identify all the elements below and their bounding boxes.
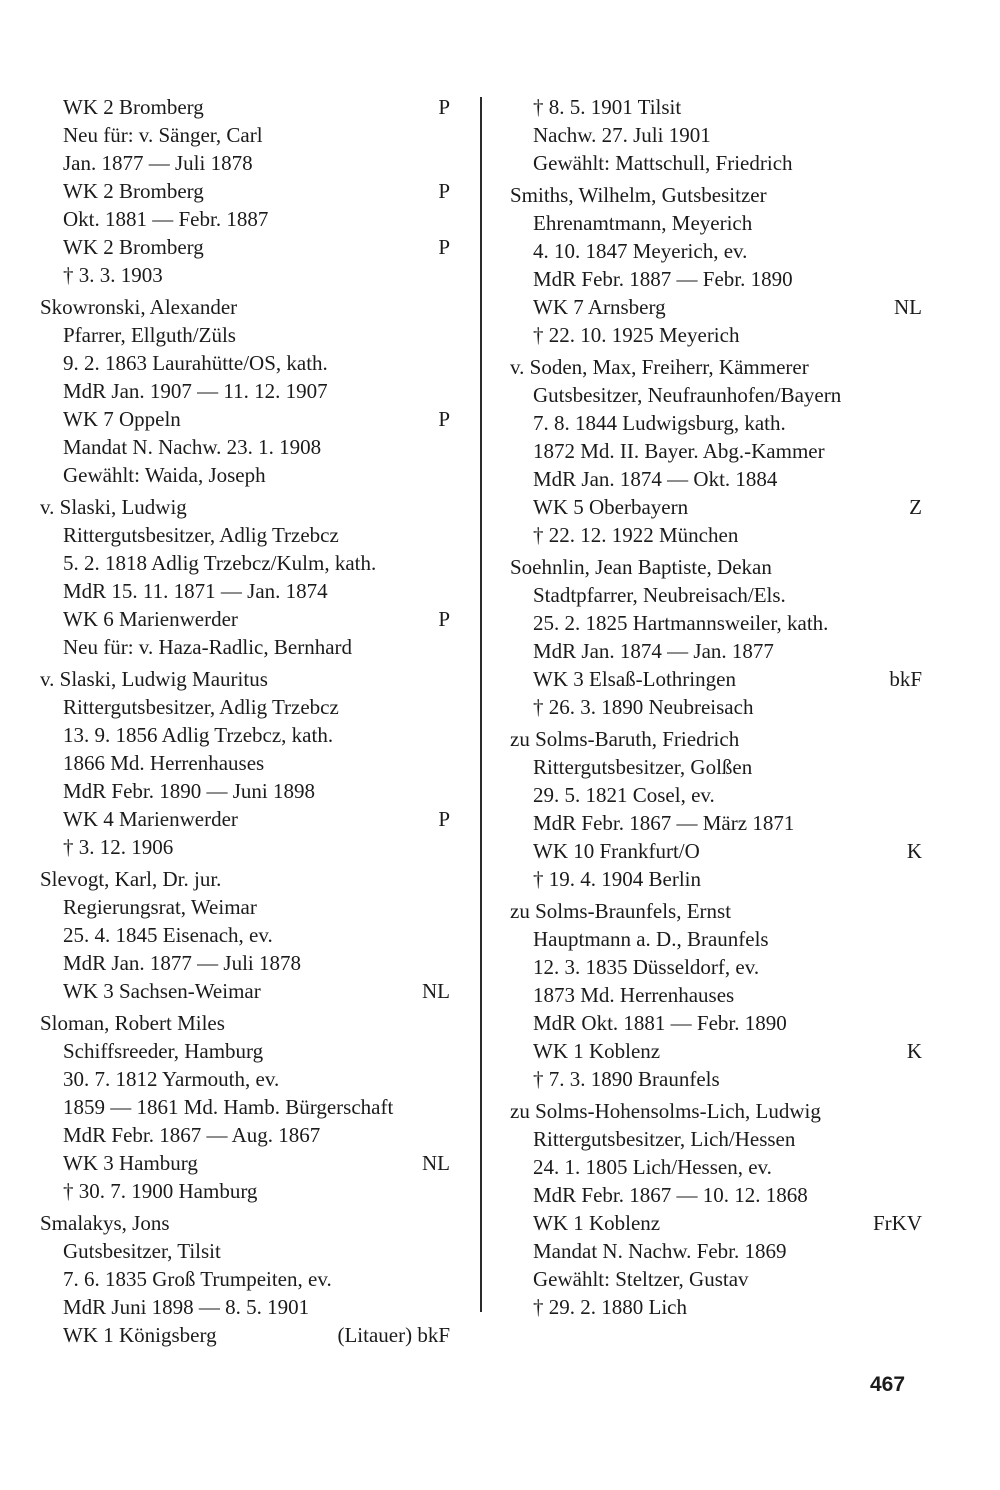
line-text: WK 2 Bromberg bbox=[63, 95, 204, 119]
line-text: Gewählt: Waida, Joseph bbox=[63, 463, 266, 487]
entry-detail-line bbox=[510, 953, 922, 981]
entry-detail-line bbox=[40, 693, 450, 721]
line-text: Smiths, Wilhelm, Gutsbesitzer bbox=[510, 183, 767, 207]
entry-detail-line bbox=[40, 893, 450, 921]
entry-detail-line bbox=[510, 981, 922, 1009]
party-label: K bbox=[906, 839, 922, 863]
line-text: 1859 — 1861 Md. Hamb. Bürgerschaft bbox=[63, 1095, 394, 1119]
line-text: Rittergutsbesitzer, Golßen bbox=[533, 755, 753, 779]
entry-name-line bbox=[510, 1097, 922, 1125]
entry-detail-line bbox=[510, 409, 922, 437]
party-label: P bbox=[438, 607, 450, 631]
party-label: bkF bbox=[889, 667, 922, 691]
line-text: † 22. 10. 1925 Meyerich bbox=[533, 323, 740, 347]
line-text: MdR Febr. 1890 — Juni 1898 bbox=[63, 779, 316, 803]
entry-name-line bbox=[40, 865, 450, 893]
line-text: Ehrenamtmann, Meyerich bbox=[533, 211, 753, 235]
party-label: NL bbox=[894, 295, 922, 319]
line-text: MdR Febr. 1867 — März 1871 bbox=[533, 811, 795, 835]
line-text: v. Soden, Max, Freiherr, Kämmerer bbox=[510, 355, 809, 379]
entry-detail-line bbox=[510, 809, 922, 837]
entry-detail-line bbox=[40, 349, 450, 377]
entry-detail-line bbox=[40, 921, 450, 949]
line-text: Gutsbesitzer, Tilsit bbox=[63, 1239, 221, 1263]
entry-detail-line bbox=[40, 377, 450, 405]
line-text: Rittergutsbesitzer, Adlig Trzebcz bbox=[63, 523, 339, 547]
line-text: Soehnlin, Jean Baptiste, Dekan bbox=[510, 555, 772, 579]
entry-detail-line bbox=[510, 1181, 922, 1209]
entry-detail-line bbox=[510, 1293, 922, 1321]
line-text: Stadtpfarrer, Neubreisach/Els. bbox=[533, 583, 786, 607]
page-number: 467 bbox=[870, 1373, 906, 1396]
party-label: FrKV bbox=[872, 1211, 922, 1235]
entry-detail-line bbox=[510, 609, 922, 637]
entry-detail-line bbox=[40, 1321, 450, 1349]
party-label: P bbox=[438, 95, 450, 119]
line-text: Gutsbesitzer, Neufraunhofen/Bayern bbox=[533, 383, 842, 407]
line-text: Rittergutsbesitzer, Lich/Hessen bbox=[533, 1127, 796, 1151]
entry-name-line bbox=[510, 897, 922, 925]
line-text: WK 3 Sachsen-Weimar bbox=[63, 979, 261, 1003]
entry-detail-line bbox=[510, 293, 922, 321]
line-text: MdR Jan. 1874 — Okt. 1884 bbox=[533, 467, 778, 491]
entry-detail-line bbox=[510, 93, 922, 121]
left-column bbox=[40, 93, 450, 1349]
entry-detail-line bbox=[510, 753, 922, 781]
entry-detail-line bbox=[510, 665, 922, 693]
line-text: MdR Jan. 1907 — 11. 12. 1907 bbox=[63, 379, 328, 403]
entry-name-line bbox=[40, 665, 450, 693]
line-text: WK 4 Marienwerder bbox=[63, 807, 238, 831]
line-text: 4. 10. 1847 Meyerich, ev. bbox=[533, 239, 748, 263]
entry-name-line bbox=[510, 725, 922, 753]
line-text: 30. 7. 1812 Yarmouth, ev. bbox=[63, 1067, 280, 1091]
line-text: WK 3 Hamburg bbox=[63, 1151, 198, 1175]
line-text: zu Solms-Baruth, Friedrich bbox=[510, 727, 740, 751]
entry-detail-line bbox=[510, 321, 922, 349]
line-text: Regierungsrat, Weimar bbox=[63, 895, 257, 919]
line-text: † 30. 7. 1900 Hamburg bbox=[63, 1179, 258, 1203]
line-text: 12. 3. 1835 Düsseldorf, ev. bbox=[533, 955, 760, 979]
entry-detail-line bbox=[510, 1265, 922, 1293]
entry-name-line bbox=[40, 293, 450, 321]
line-text: zu Solms-Hohensolms-Lich, Ludwig bbox=[510, 1099, 821, 1123]
entry-detail-line bbox=[40, 1237, 450, 1265]
entry-detail-line bbox=[40, 521, 450, 549]
party-label: P bbox=[438, 407, 450, 431]
entry-detail-line bbox=[40, 149, 450, 177]
line-text: WK 6 Marienwerder bbox=[63, 607, 238, 631]
entry-name-line bbox=[510, 181, 922, 209]
entry-detail-line bbox=[40, 1177, 450, 1205]
line-text: Schiffsreeder, Hamburg bbox=[63, 1039, 264, 1063]
line-text: Sloman, Robert Miles bbox=[40, 1011, 225, 1035]
entry-detail-line bbox=[40, 261, 450, 289]
party-label: NL bbox=[422, 979, 450, 1003]
entry-detail-line bbox=[510, 865, 922, 893]
line-text: MdR Febr. 1887 — Febr. 1890 bbox=[533, 267, 793, 291]
entry-detail-line bbox=[40, 121, 450, 149]
line-text: 1866 Md. Herrenhauses bbox=[63, 751, 265, 775]
entry-detail-line bbox=[510, 1009, 922, 1037]
line-text: 24. 1. 1805 Lich/Hessen, ev. bbox=[533, 1155, 772, 1179]
line-text: WK 10 Frankfurt/O bbox=[533, 839, 700, 863]
line-text: WK 7 Arnsberg bbox=[533, 295, 666, 319]
entry-name-line bbox=[40, 1009, 450, 1037]
line-text: WK 3 Elsaß-Lothringen bbox=[533, 667, 736, 691]
line-text: Jan. 1877 — Juli 1878 bbox=[63, 151, 253, 175]
entry-detail-line bbox=[510, 581, 922, 609]
entry-detail-line bbox=[510, 437, 922, 465]
entry-name-line bbox=[40, 493, 450, 521]
line-text: Mandat N. Nachw. Febr. 1869 bbox=[533, 1239, 787, 1263]
party-label: (Litauer) bkF bbox=[337, 1323, 450, 1347]
entry-detail-line bbox=[510, 381, 922, 409]
line-text: † 22. 12. 1922 München bbox=[533, 523, 739, 547]
entry-detail-line bbox=[510, 925, 922, 953]
line-text: 29. 5. 1821 Cosel, ev. bbox=[533, 783, 715, 807]
entry-detail-line bbox=[40, 1293, 450, 1321]
right-column bbox=[510, 93, 922, 1321]
entry-detail-line bbox=[510, 1125, 922, 1153]
entry-detail-line bbox=[40, 93, 450, 121]
line-text: MdR Okt. 1881 — Febr. 1890 bbox=[533, 1011, 787, 1035]
entry-detail-line bbox=[510, 781, 922, 809]
entry-detail-line bbox=[40, 1121, 450, 1149]
line-text: Gewählt: Mattschull, Friedrich bbox=[533, 151, 793, 175]
entry-detail-line bbox=[40, 405, 450, 433]
party-label: P bbox=[438, 807, 450, 831]
line-text: Pfarrer, Ellguth/Züls bbox=[63, 323, 236, 347]
line-text: † 29. 2. 1880 Lich bbox=[533, 1295, 687, 1319]
line-text: Slevogt, Karl, Dr. jur. bbox=[40, 867, 222, 891]
entry-detail-line bbox=[40, 205, 450, 233]
line-text: Rittergutsbesitzer, Adlig Trzebcz bbox=[63, 695, 339, 719]
party-label: NL bbox=[422, 1151, 450, 1175]
line-text: Neu für: v. Haza-Radlic, Bernhard bbox=[63, 635, 353, 659]
line-text: † 19. 4. 1904 Berlin bbox=[533, 867, 701, 891]
entry-detail-line bbox=[40, 833, 450, 861]
line-text: † 7. 3. 1890 Braunfels bbox=[533, 1067, 720, 1091]
entry-detail-line bbox=[40, 977, 450, 1005]
entry-detail-line bbox=[40, 605, 450, 633]
line-text: Nachw. 27. Juli 1901 bbox=[533, 123, 711, 147]
line-text: v. Slaski, Ludwig bbox=[40, 495, 187, 519]
party-label: P bbox=[438, 235, 450, 259]
entry-detail-line bbox=[510, 265, 922, 293]
line-text: WK 2 Bromberg bbox=[63, 235, 204, 259]
line-text: Skowronski, Alexander bbox=[40, 295, 238, 319]
line-text: MdR 15. 11. 1871 — Jan. 1874 bbox=[63, 579, 328, 603]
line-text: † 8. 5. 1901 Tilsit bbox=[533, 95, 682, 119]
entry-detail-line bbox=[40, 633, 450, 661]
entry-detail-line bbox=[40, 749, 450, 777]
entry-detail-line bbox=[40, 1265, 450, 1293]
entry-detail-line bbox=[510, 1065, 922, 1093]
entry-detail-line bbox=[40, 777, 450, 805]
column-divider bbox=[480, 97, 482, 1312]
line-text: v. Slaski, Ludwig Mauritus bbox=[40, 667, 268, 691]
line-text: 7. 8. 1844 Ludwigsburg, kath. bbox=[533, 411, 786, 435]
entry-detail-line bbox=[510, 521, 922, 549]
line-text: MdR Jan. 1877 — Juli 1878 bbox=[63, 951, 302, 975]
entry-detail-line bbox=[510, 1037, 922, 1065]
line-text: WK 1 Koblenz bbox=[533, 1211, 661, 1235]
entry-detail-line bbox=[40, 577, 450, 605]
line-text: Neu für: v. Sänger, Carl bbox=[63, 123, 263, 147]
line-text: MdR Febr. 1867 — Aug. 1867 bbox=[63, 1123, 321, 1147]
entry-detail-line bbox=[510, 209, 922, 237]
entry-detail-line bbox=[40, 321, 450, 349]
entry-detail-line bbox=[40, 177, 450, 205]
line-text: 25. 4. 1845 Eisenach, ev. bbox=[63, 923, 273, 947]
entry-detail-line bbox=[510, 237, 922, 265]
entry-detail-line bbox=[40, 549, 450, 577]
entry-name-line bbox=[510, 353, 922, 381]
line-text: WK 7 Oppeln bbox=[63, 407, 181, 431]
party-label: Z bbox=[909, 495, 922, 519]
entry-detail-line bbox=[40, 949, 450, 977]
line-text: 1873 Md. Herrenhauses bbox=[533, 983, 735, 1007]
entry-detail-line bbox=[510, 1237, 922, 1265]
line-text: Mandat N. Nachw. 23. 1. 1908 bbox=[63, 435, 322, 459]
entry-detail-line bbox=[40, 433, 450, 461]
entry-name-line bbox=[40, 1209, 450, 1237]
entry-detail-line bbox=[40, 1149, 450, 1177]
entry-detail-line bbox=[40, 1093, 450, 1121]
line-text: 9. 2. 1863 Laurahütte/OS, kath. bbox=[63, 351, 328, 375]
line-text: Smalakys, Jons bbox=[40, 1211, 170, 1235]
entry-detail-line bbox=[510, 121, 922, 149]
entry-detail-line bbox=[510, 693, 922, 721]
line-text: Hauptmann a. D., Braunfels bbox=[533, 927, 769, 951]
line-text: 13. 9. 1856 Adlig Trzebcz, kath. bbox=[63, 723, 334, 747]
line-text: WK 1 Koblenz bbox=[533, 1039, 661, 1063]
entry-detail-line bbox=[40, 461, 450, 489]
line-text: † 26. 3. 1890 Neubreisach bbox=[533, 695, 754, 719]
line-text: 1872 Md. II. Bayer. Abg.-Kammer bbox=[533, 439, 825, 463]
entry-detail-line bbox=[510, 465, 922, 493]
line-text: MdR Febr. 1867 — 10. 12. 1868 bbox=[533, 1183, 808, 1207]
line-text: Gewählt: Steltzer, Gustav bbox=[533, 1267, 749, 1291]
line-text: 7. 6. 1835 Groß Trumpeiten, ev. bbox=[63, 1267, 332, 1291]
party-label: K bbox=[906, 1039, 922, 1063]
line-text: Okt. 1881 — Febr. 1887 bbox=[63, 207, 269, 231]
line-text: † 3. 12. 1906 bbox=[63, 835, 174, 859]
entry-detail-line bbox=[510, 1153, 922, 1181]
line-text: WK 1 Königsberg bbox=[63, 1323, 217, 1347]
entry-detail-line bbox=[510, 837, 922, 865]
entry-detail-line bbox=[40, 1065, 450, 1093]
entry-detail-line bbox=[40, 233, 450, 261]
line-text: 25. 2. 1825 Hartmannsweiler, kath. bbox=[533, 611, 829, 635]
entry-detail-line bbox=[510, 149, 922, 177]
entry-detail-line bbox=[510, 637, 922, 665]
line-text: MdR Jan. 1874 — Jan. 1877 bbox=[533, 639, 774, 663]
line-text: 5. 2. 1818 Adlig Trzebcz/Kulm, kath. bbox=[63, 551, 377, 575]
entry-detail-line bbox=[40, 1037, 450, 1065]
entry-detail-line bbox=[510, 493, 922, 521]
party-label: P bbox=[438, 179, 450, 203]
line-text: MdR Juni 1898 — 8. 5. 1901 bbox=[63, 1295, 310, 1319]
entry-name-line bbox=[510, 553, 922, 581]
line-text: † 3. 3. 1903 bbox=[63, 263, 163, 287]
entry-detail-line bbox=[40, 721, 450, 749]
line-text: zu Solms-Braunfels, Ernst bbox=[510, 899, 732, 923]
entry-detail-line bbox=[510, 1209, 922, 1237]
entry-detail-line bbox=[40, 805, 450, 833]
line-text: WK 2 Bromberg bbox=[63, 179, 204, 203]
line-text: WK 5 Oberbayern bbox=[533, 495, 689, 519]
